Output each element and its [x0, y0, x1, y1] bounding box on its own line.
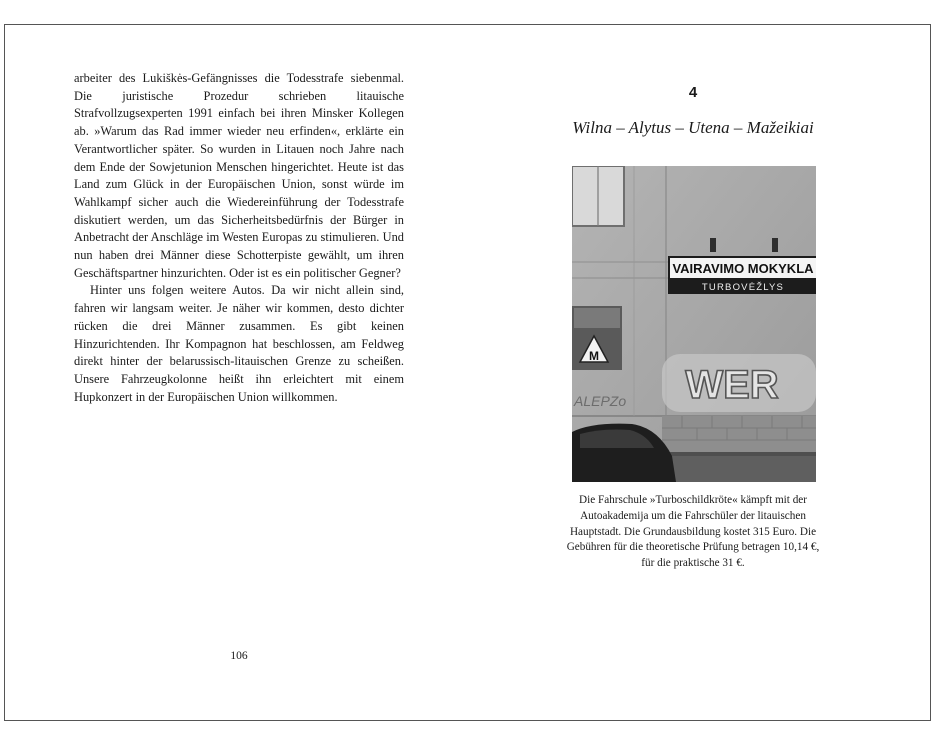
brick-base	[662, 416, 816, 456]
svg-text:WER: WER	[685, 363, 779, 407]
sign-main-text: VAIRAVIMO MOKYKLA	[672, 261, 814, 276]
paragraph: arbeiter des Lukiškės-Gefängnisses die Todesstrafe siebenmal. Die juristische Prozedur schrieben litauische Strafvollzugsexperten 1991 einfach bei ihren Minsker Kollegen ab. »Warum das Rad immer wieder neu erfinden«, erklärte ein Verantwortlicher später. So wurden in Litauen noch Jahre nach dem Ende der Sowjetunion Menschen hingerichtet. Heute ist das Land zum Glück in der Europäischen Union, sonst würde im Wahlkampf sicher auch die Wiedereinführung der Todesstrafe diskutiert werden, um das Sicherheitsbedürfnis der Bürger in Anbetracht der Anschläge im Westen Europas zu stimulieren. Und nun haben drei Männer diese Schotterpiste gewählt, um ihren Geschäftspartner hinzurichten. Oder ist es ein politischer Gegner?	[74, 71, 404, 280]
left-page-body	[74, 70, 404, 406]
photo-caption: Die Fahrschule »Turboschildkröte« kämpft mit der Autoakademija um die Fahrschüler der litauischen Hauptstadt. Die Grundausbildung kostet 315 Euro. Die Gebühren für die theoretische Prüfung betragen 10,14 €, für die praktische 31 €.	[566, 494, 820, 570]
driving-school-photo	[572, 166, 816, 482]
triangle-letter: M	[589, 349, 599, 363]
chapter-title: Wilna – Alytus – Utena – Mažeikiai	[572, 118, 814, 137]
paragraph: Hinter uns folgen weitere Autos. Da wir nicht allein sind, fahren wir langsam weiter. Je näher wir kommen, desto dichter rücken die drei Männer zusammen. Es gibt keinen Hinzurichtenden. Ihr Kompagnon hat beschlossen, am Feldweg direkt hinter der belarussisch-litauischen Grenze zu scheißen. Unsere Fahrzeugkolonne heißt ihn erleichtert mit einem Hupkonzert in der Europäischen Union willkommen.	[74, 283, 404, 404]
sign-sub-text: TURBOVĖŽLYS	[701, 282, 785, 293]
page-number: 106	[230, 650, 248, 662]
graffiti-small: ALEPZo	[574, 393, 627, 409]
chapter-number: 4	[688, 84, 698, 101]
graffiti-large	[662, 354, 816, 412]
